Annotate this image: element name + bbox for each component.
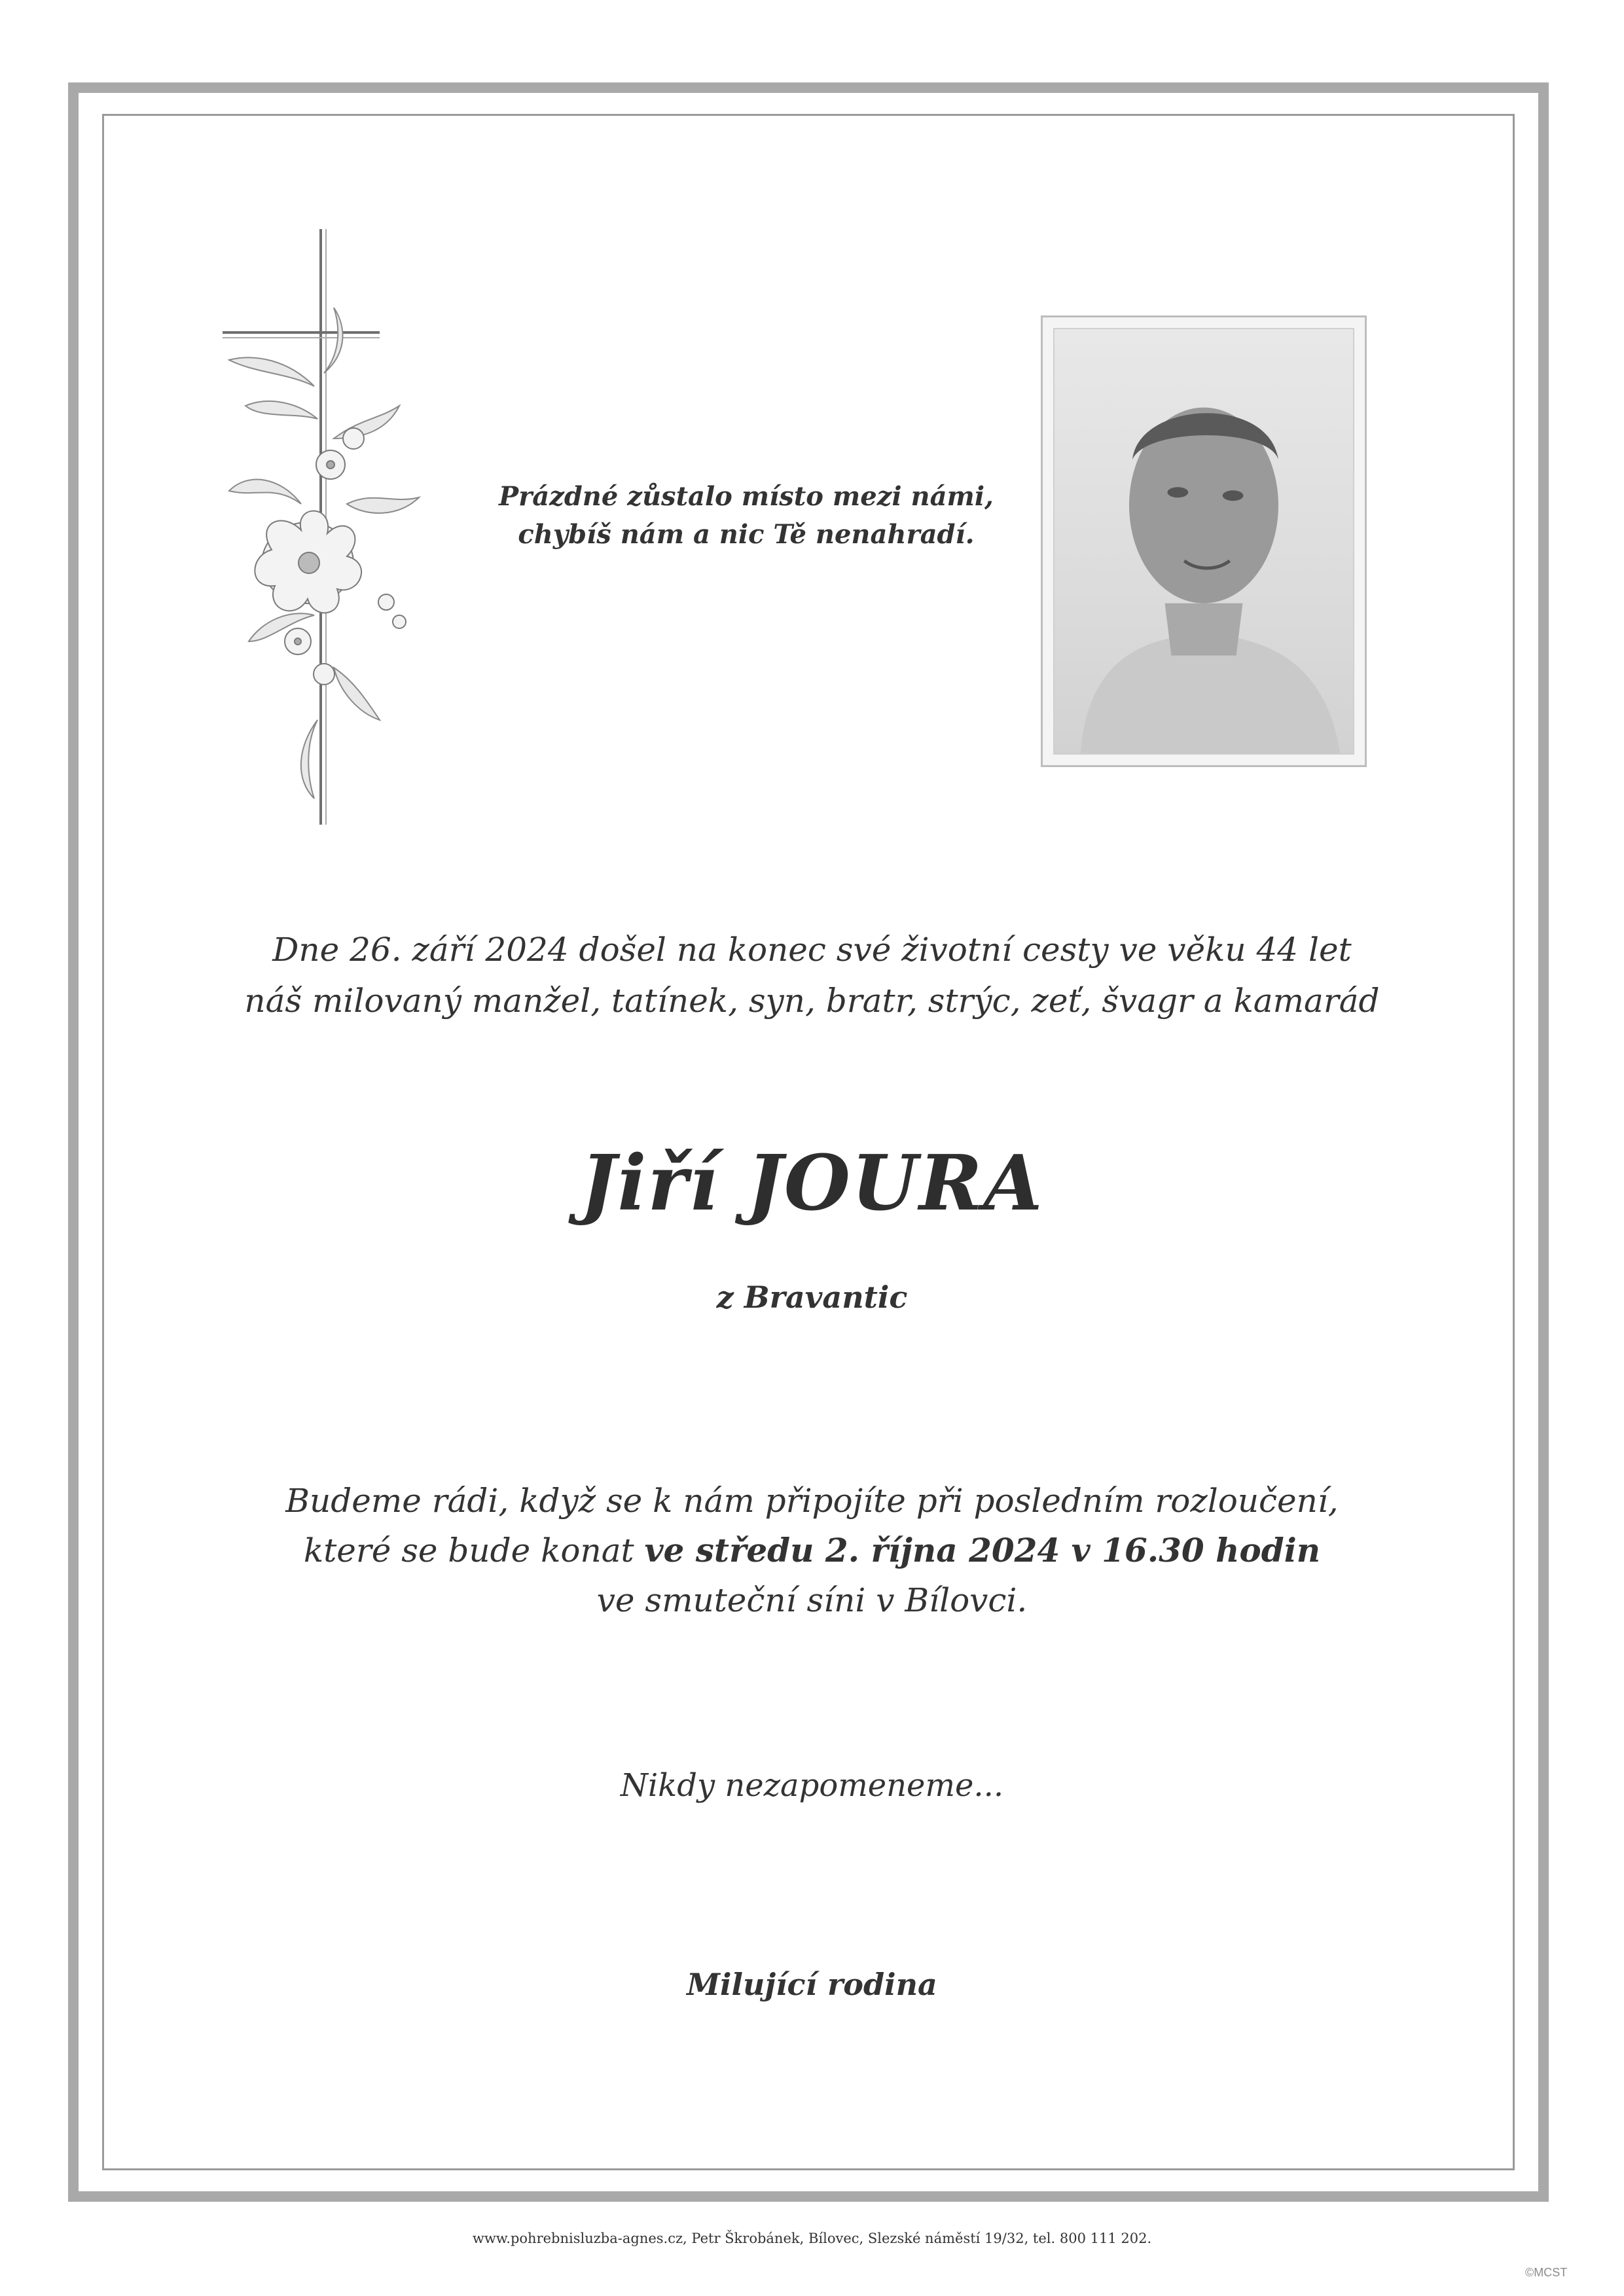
copyright-mark: ©MCST: [1525, 2266, 1568, 2279]
deceased-origin: z Bravantic: [716, 1280, 908, 1315]
funeral-service-footer: www.pohrebnisluzba-agnes.cz, Petr Škrobánek, Bílovec, Slezské náměstí 19/32, tel. 800 111 202.: [472, 2231, 1152, 2246]
invitation-line-2-prefix: které se bude konat: [303, 1532, 645, 1570]
funeral-date-time: ve středu 2. října 2024 v 16.30 hodin: [644, 1531, 1321, 1570]
announcement-line-2: náš milovaný manžel, tatínek, syn, bratr, strýc, zeť, švagr a kamarád: [244, 982, 1380, 1020]
family-signature: Milující rodina: [687, 1967, 937, 2002]
deceased-name: Jiří JOURA: [580, 1139, 1044, 1228]
portrait-silhouette-icon: [1055, 329, 1353, 753]
death-announcement: [0, 924, 1624, 1026]
announcement-line-1: Dne 26. září 2024 došel na konec své životní cesty ve věku 44 let: [272, 931, 1352, 969]
never-forget-text: Nikdy nezapomeneme...: [620, 1767, 1004, 1804]
invitation-line-1: Budeme rádi, když se k nám připojíte při posledním rozloučení,: [285, 1482, 1339, 1520]
portrait-photo: [1053, 328, 1354, 755]
quote-line-2: chybíš nám a nic Tě nenahradí.: [518, 519, 975, 550]
cross-flower-icon: [183, 223, 439, 851]
memorial-quote: [458, 478, 1034, 554]
quote-line-1: Prázdné zůstalo místo mezi námi,: [499, 481, 994, 512]
invitation-line-3: ve smuteční síni v Bílovci.: [596, 1581, 1028, 1619]
portrait-frame: [1041, 315, 1367, 767]
invitation-line-2: [0, 1526, 1624, 1575]
funeral-invitation: [0, 1476, 1624, 1625]
